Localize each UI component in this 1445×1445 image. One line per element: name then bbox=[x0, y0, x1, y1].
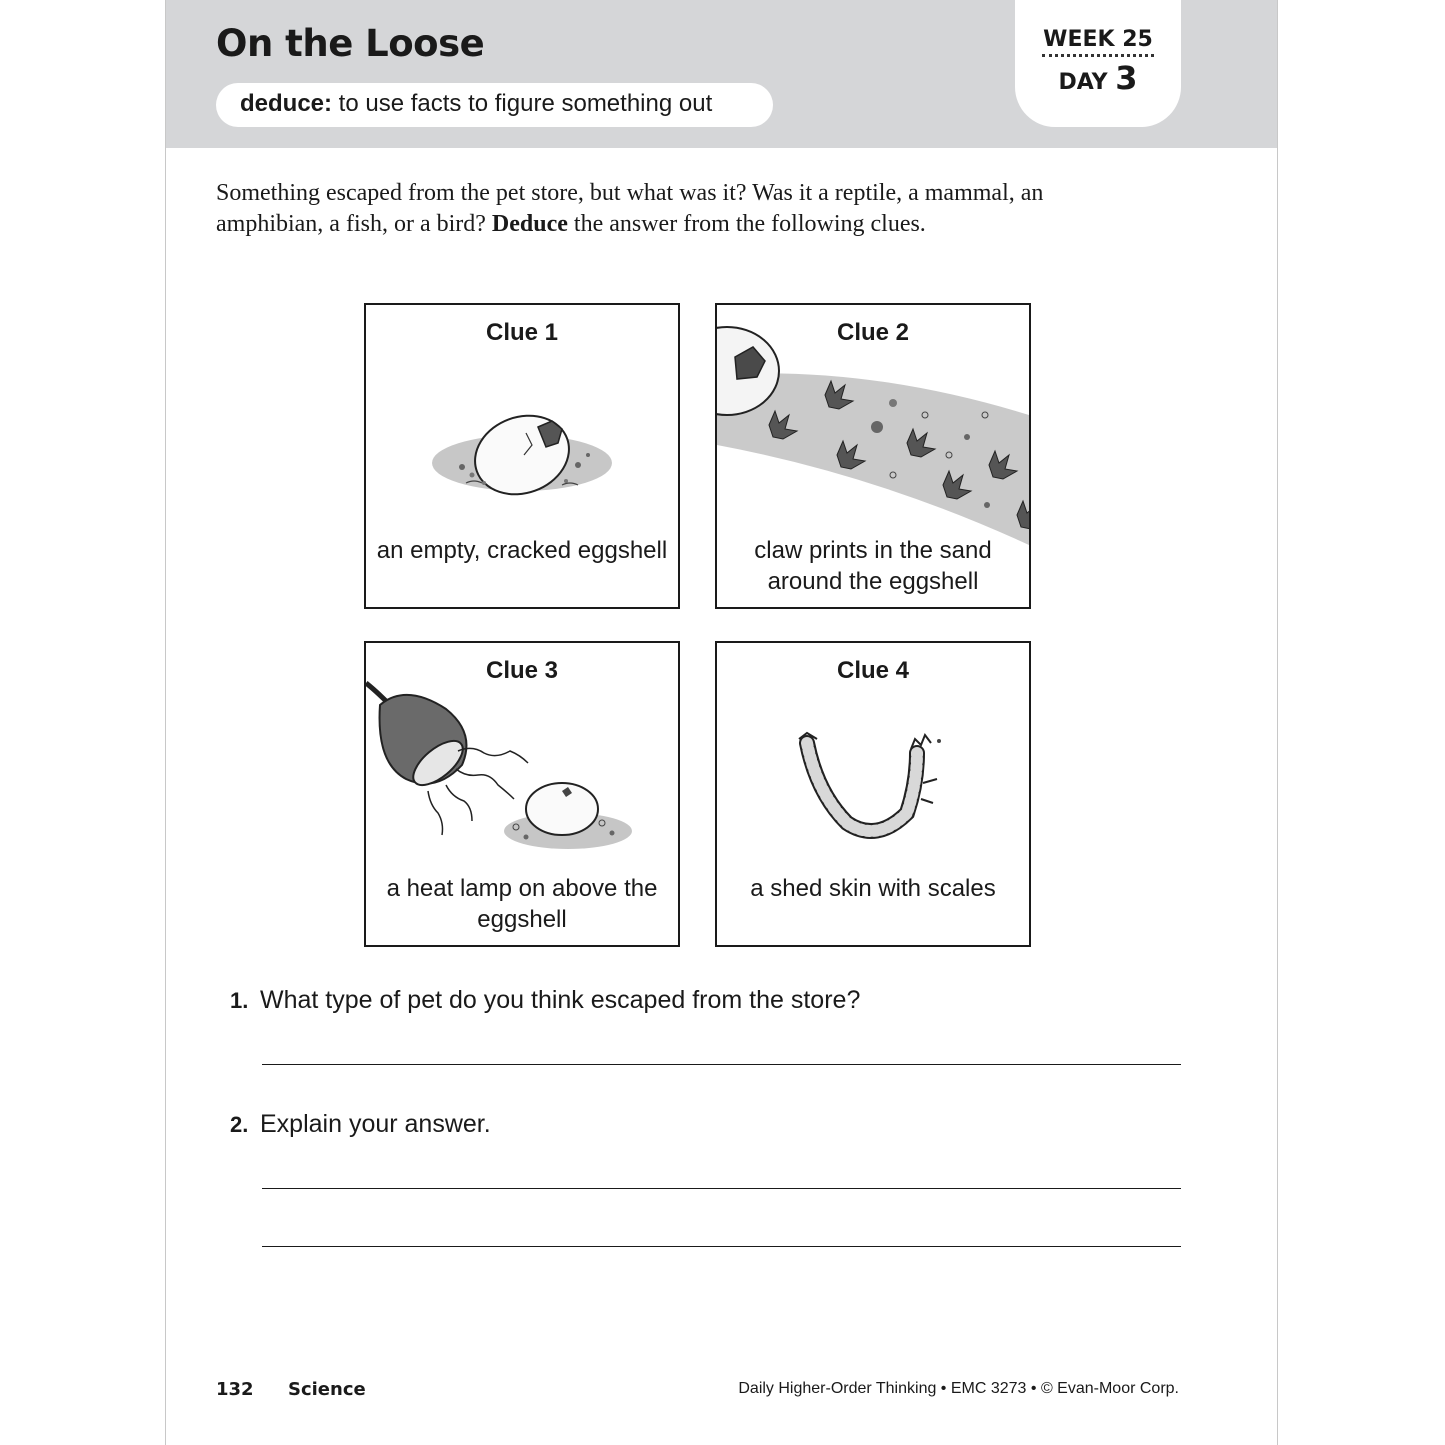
footer-credit: Daily Higher-Order Thinking • EMC 3273 • © Evan-Moor Corp. bbox=[738, 1380, 1179, 1397]
worksheet-page bbox=[165, 0, 1278, 1445]
vocabulary-box bbox=[216, 83, 773, 127]
question-number: 2. bbox=[230, 1112, 249, 1137]
question-1 bbox=[230, 986, 860, 1015]
answer-line-2[interactable] bbox=[262, 1188, 1181, 1189]
clue-card-4 bbox=[715, 641, 1031, 947]
clue-card-1 bbox=[364, 303, 680, 609]
clue-title: Clue 3 bbox=[485, 657, 559, 684]
question-text: Explain your answer. bbox=[260, 1110, 491, 1138]
subject-label: Science bbox=[288, 1379, 366, 1400]
intro-text-after: the answer from the following clues. bbox=[567, 211, 926, 237]
intro-text-before: Something escaped from the pet store, but what was it? Was it a reptile, a mammal, an amphibian, a fish, or a bird? bbox=[216, 180, 1044, 237]
clue-card-3 bbox=[364, 641, 680, 947]
clue-caption: an empty, cracked eggshell bbox=[376, 537, 668, 564]
page-title: On the Loose bbox=[216, 22, 485, 65]
answer-line-1[interactable] bbox=[262, 1064, 1181, 1065]
intro-bold-word: Deduce bbox=[491, 211, 568, 237]
clue-title: Clue 4 bbox=[836, 657, 910, 684]
clue-card-2 bbox=[715, 303, 1031, 609]
day-number: 3 bbox=[1115, 59, 1138, 97]
header-band bbox=[166, 0, 1277, 148]
day-label-row bbox=[1015, 59, 1181, 97]
week-day-tab bbox=[1015, 0, 1181, 127]
clue-title: Clue 2 bbox=[836, 319, 910, 346]
clue-caption: a heat lamp on above the eggshell bbox=[386, 875, 658, 933]
page-number: 132 bbox=[216, 1379, 254, 1400]
clue-caption: claw prints in the sand around the eggshell bbox=[754, 537, 992, 595]
vocab-term: deduce: bbox=[240, 90, 333, 117]
question-number: 1. bbox=[230, 988, 249, 1013]
question-2 bbox=[230, 1110, 491, 1139]
vocab-definition: to use facts to figure something out bbox=[332, 90, 713, 117]
clue-caption: a shed skin with scales bbox=[750, 875, 996, 902]
question-text: What type of pet do you think escaped from the store? bbox=[260, 986, 861, 1014]
day-label: DAY bbox=[1058, 70, 1108, 95]
answer-line-3[interactable] bbox=[262, 1246, 1181, 1247]
week-label: WEEK 25 bbox=[1042, 27, 1154, 57]
clue-title: Clue 1 bbox=[485, 319, 559, 346]
intro-paragraph bbox=[216, 178, 1116, 240]
